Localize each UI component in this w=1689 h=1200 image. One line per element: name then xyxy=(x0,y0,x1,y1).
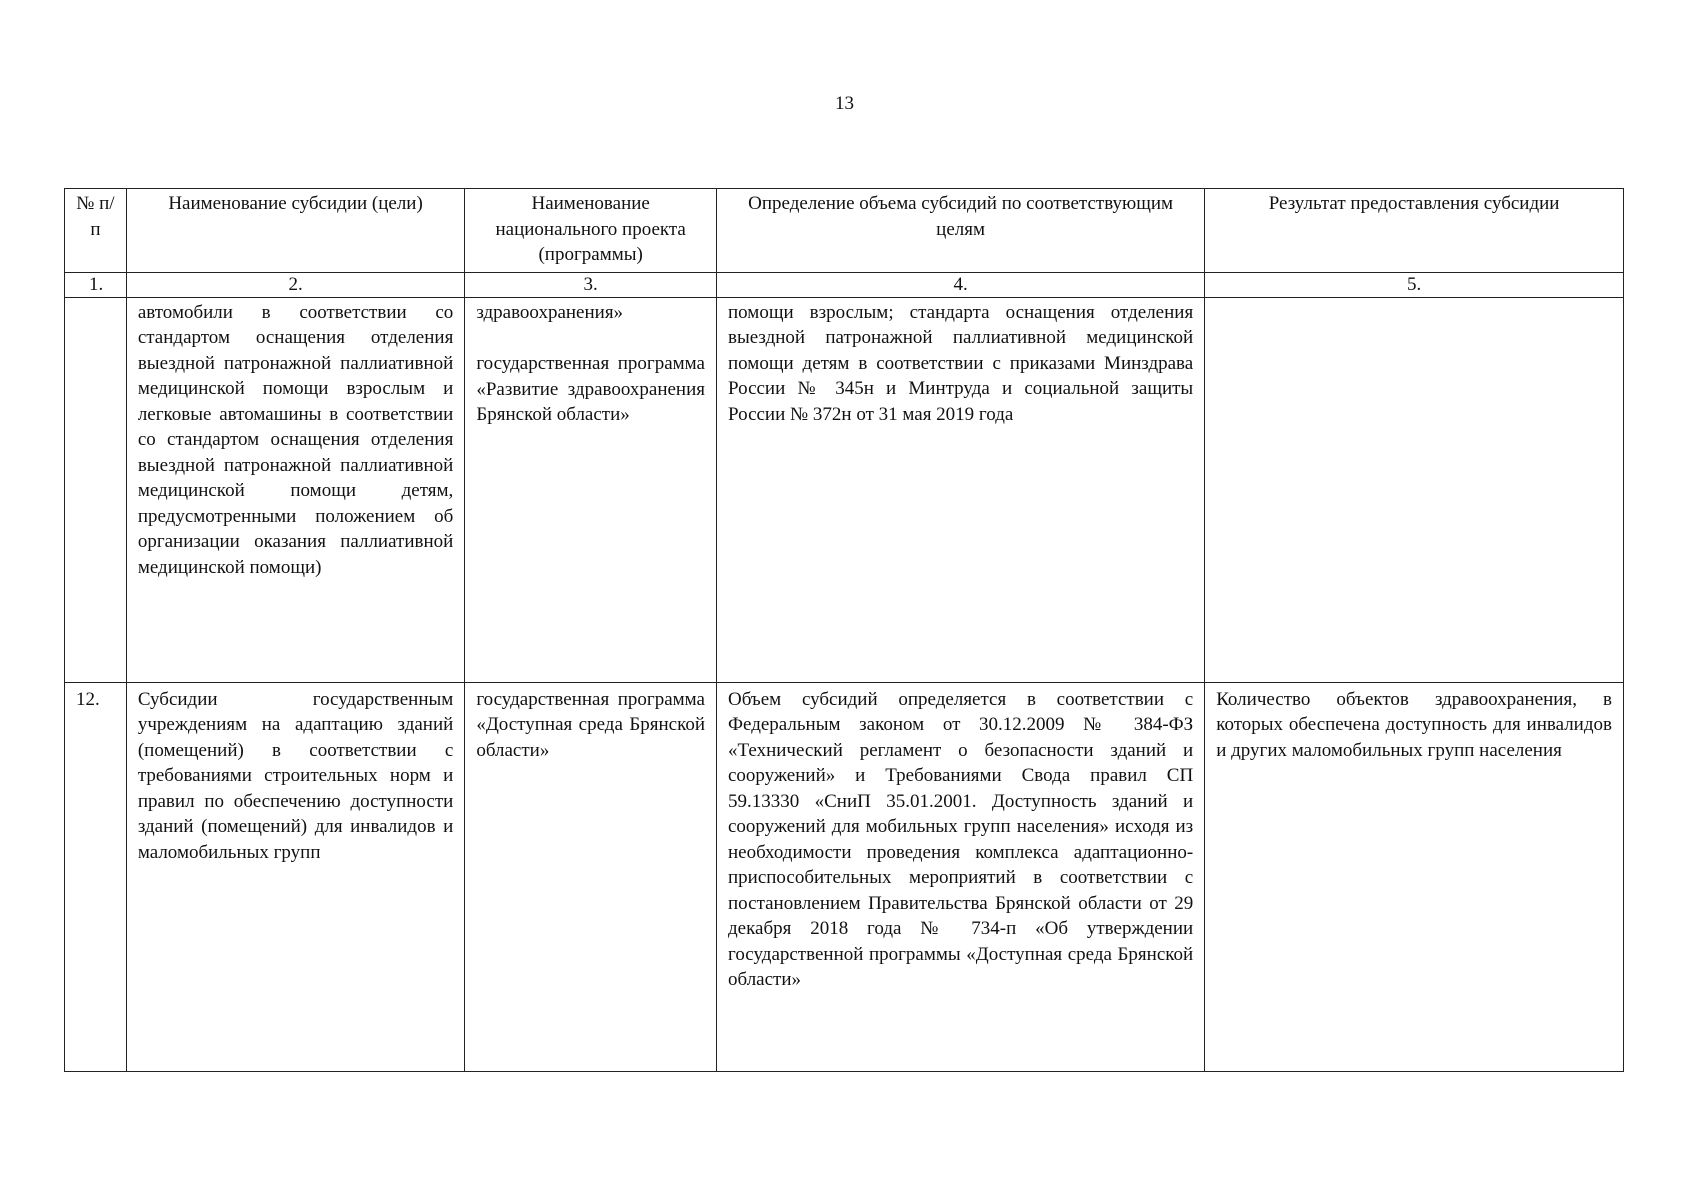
result-cell xyxy=(1205,297,1624,682)
header-row xyxy=(65,189,1624,273)
column-number: 5. xyxy=(1205,272,1624,297)
header-national-project: Наименование национального проекта (программы) xyxy=(465,189,717,273)
table-row xyxy=(65,682,1624,1071)
project-text: государственная программа «Развитие здравоохранения Брянской области» xyxy=(476,353,705,425)
subsidy-name-cell: Субсидии государственным учреждениям на адаптацию зданий (помещений) в соответствии с требованиями строительных норм и правил по обеспечению доступности зданий (помещений) для инвалидов и маломобильных групп xyxy=(126,682,464,1071)
national-project-cell: государственная программа «Доступная среда Брянской области» xyxy=(465,682,717,1071)
column-number: 1. xyxy=(65,272,127,297)
page-number: 13 xyxy=(835,93,854,114)
row-number: 12. xyxy=(65,682,127,1071)
result-cell: Количество объектов здравоохранения, в которых обеспечена доступность для инвалидов и других маломобильных групп населения xyxy=(1205,682,1624,1071)
volume-definition-cell: Объем субсидий определяется в соответствии с Федеральным законом от 30.12.2009 № 384-ФЗ «Технический регламент о безопасности зданий и сооружений» и Требованиями Свода правил СП 59.13330 «СниП 35.01.2001. Доступность зданий и сооружений для мобильных групп населения» исходя из необходимости проведения комплекса адаптационно-приспособительных мероприятий в соответствии с постановлением Правительства Брянской области от 29 декабря 2018 года № 734-п «Об утверждении государственной программы «Доступная среда Брянской области» xyxy=(717,682,1205,1071)
column-number: 4. xyxy=(717,272,1205,297)
volume-definition-cell: помощи взрослым; стандарта оснащения отделения выездной патронажной паллиативной медицинской помощи детям в соответствии с приказами Минздрава России № 345н и Минтруда и социальной защиты России № 372н от 31 мая 2019 года xyxy=(717,297,1205,682)
row-number xyxy=(65,297,127,682)
column-number: 2. xyxy=(126,272,464,297)
header-subsidy-name: Наименование субсидии (цели) xyxy=(126,189,464,273)
national-project-cell xyxy=(465,297,717,682)
subsidy-table xyxy=(64,188,1624,1072)
column-number: 3. xyxy=(465,272,717,297)
project-text: здравоохранения» xyxy=(476,301,624,323)
subsidy-name-cell: автомобили в соответствии со стандартом оснащения отделения выездной патронажной паллиативной медицинской помощи взрослым и легковые автомашины в соответствии со стандартом оснащения отделения выездной патронажной паллиативной медицинской помощи детям, предусмотренными положением об организации оказания паллиативной медицинской помощи) xyxy=(126,297,464,682)
header-result: Результат предоставления субсидии xyxy=(1205,189,1624,273)
header-number: № п/п xyxy=(65,189,127,273)
table-row xyxy=(65,297,1624,682)
header-volume-definition: Определение объема субсидий по соответствующим целям xyxy=(717,189,1205,273)
column-number-row xyxy=(65,272,1624,297)
